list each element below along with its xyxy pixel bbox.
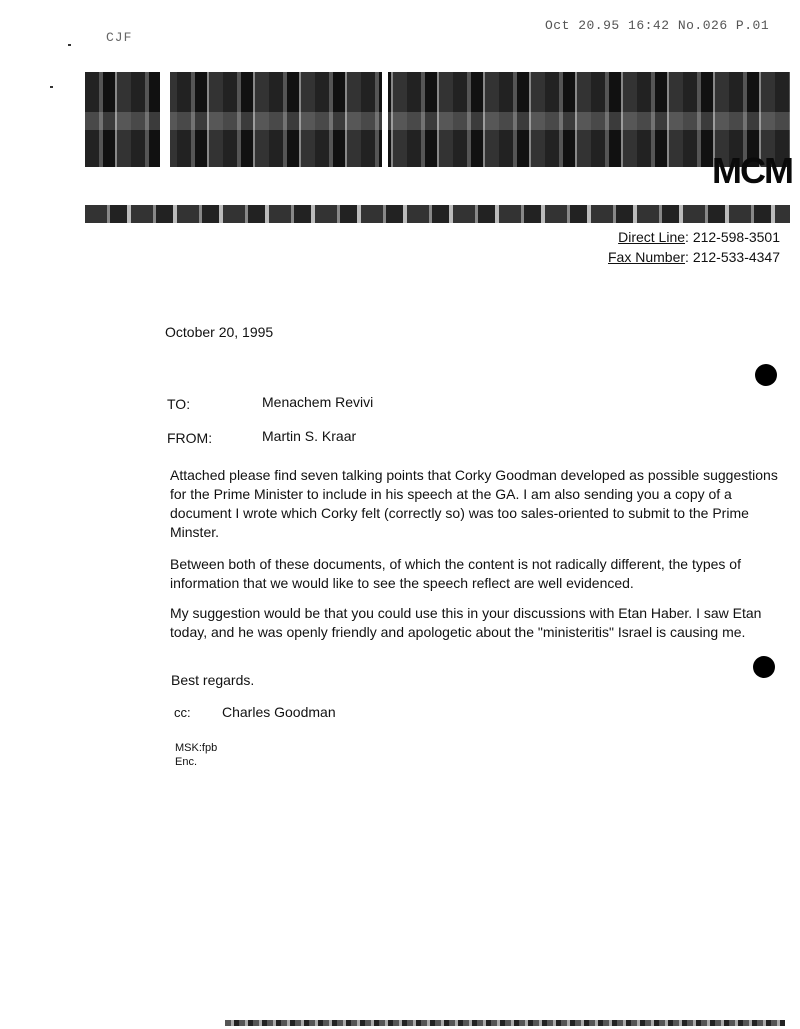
from-label: FROM:: [167, 430, 213, 446]
letterhead-band-gap: [382, 72, 388, 167]
cc-label: cc:: [174, 705, 191, 720]
to-label: TO:: [167, 396, 191, 412]
punch-hole: [755, 364, 777, 386]
fax-number-value: 212-533-4347: [692, 249, 780, 265]
reference-initials: MSK:fpb: [175, 742, 218, 754]
letterhead-band-gap: [160, 72, 170, 167]
organization-logo: MCM: [712, 150, 792, 191]
closing: Best regards.: [171, 672, 255, 688]
paragraph-text: My suggestion would be that you could use this in your discussions with Etan Haber. I saw Etan today, and he was openly friendly and apologetic about the "ministeritis" Israel is causing me.: [170, 605, 762, 640]
paragraph-text: Attached please find seven talking points that Corky Goodman developed as possible suggestions for the Prime Minister to include in his speech at the GA. I am also sending you a copy of a document I wrote which Corky felt (correctly so) was too sales-oriented to submit to the Prime Minster.: [170, 467, 778, 540]
fax-number-row: Fax Number: 212-533-4347: [608, 249, 780, 265]
speck: [50, 86, 53, 88]
punch-hole: [753, 656, 775, 678]
letterhead-graphic-band: [85, 72, 790, 167]
speck: [68, 44, 71, 46]
paragraph-text: Between both of these documents, of which the content is not radically different, the types of information that we would like to see the speech reflect are well evidenced.: [170, 556, 741, 591]
from-sender: Martin S. Kraar: [262, 428, 357, 444]
handwritten-initials: CJF: [106, 30, 133, 45]
cc-recipient: Charles Goodman: [222, 704, 336, 720]
memo-paragraph: [170, 604, 770, 642]
direct-line-row: Direct Line: 212-598-3501: [618, 229, 780, 245]
to-recipient: Menachem Revivi: [262, 394, 374, 410]
direct-line-value: 212-598-3501: [692, 229, 780, 245]
fax-number-label: Fax Number: [608, 249, 686, 265]
fax-transmission-header: Oct 20.95 16:42 No.026 P.01: [545, 18, 770, 33]
memo-date: October 20, 1995: [165, 324, 274, 340]
enclosure-note: Enc.: [175, 756, 198, 768]
fax-bottom-edge: [225, 1020, 785, 1026]
memo-paragraph: [170, 555, 782, 593]
memo-paragraph: [170, 466, 782, 542]
contact-block: [608, 227, 780, 267]
direct-line-label: Direct Line: [618, 229, 686, 245]
letterhead-rule: [85, 205, 790, 223]
